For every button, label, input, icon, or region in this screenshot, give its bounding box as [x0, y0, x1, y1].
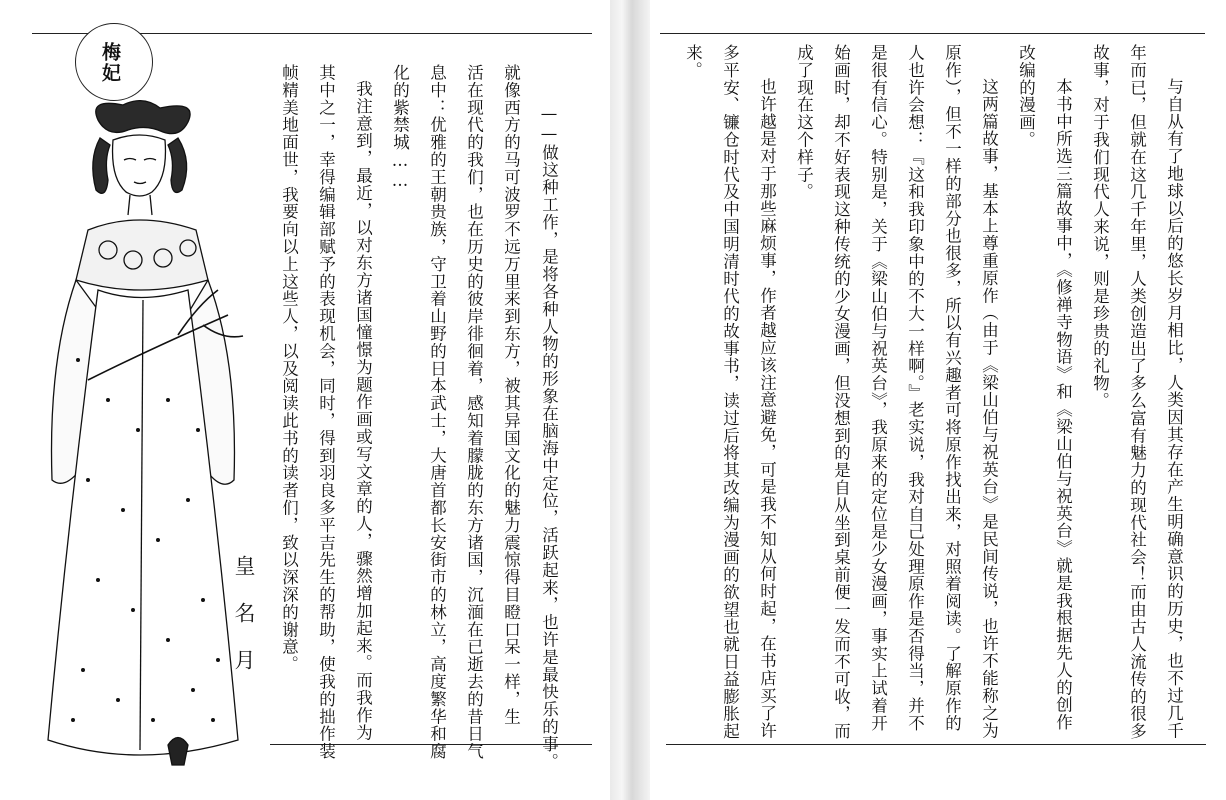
right-column-5: 改编的漫画。 [1016, 44, 1036, 149]
left-page [0, 0, 610, 800]
left-column-3: 活在现代的我们，也在历史的彼岸徘徊着，感知着朦胧的东方诸国，沉湎在已逝去的昔日气 [464, 64, 484, 760]
right-page [650, 0, 1226, 800]
right-column-2: 年而已，但就在这几千年里，人类创造出了多么富有魅力的现代社会！而由古人流传的很多 [1127, 44, 1147, 740]
right-column-1: 与自从有了地球以后的悠长岁月相比，人类因其存在产生明确意识的历史，也不过几千 [1164, 78, 1184, 740]
right-column-14: 来。 [683, 44, 703, 79]
left-column-1: ——做这种工作，是将各种人物的形象在脑海中定位，活跃起来，也许是最快乐的事。 [539, 104, 559, 771]
right-column-12: 也许越是对于那些麻烦事，作者越应该注意避免，可是我不知从何时起，在书店买了许 [757, 78, 777, 740]
book-gutter [610, 0, 650, 800]
top-rule [660, 33, 1205, 34]
title-badge-text: 梅妃 [99, 42, 121, 84]
left-column-8: 帧精美地面世，我要向以上这些人，以及阅读此书的读者们，致以深深的谢意。 [279, 64, 299, 673]
right-column-9: 是很有信心。特别是，关于《梁山伯与祝英台》，我原来的定位是少女漫画，事实上试着开 [868, 44, 888, 732]
left-column-4: 息中：优雅的王朝贵族，守卫着山野的日本武士，大唐首都长安街市的林立，高度繁华和腐 [427, 64, 447, 760]
right-column-6: 这两篇故事，基本上尊重原作（由于《梁山伯与祝英台》是民间传说，也许不能称之为 [979, 78, 999, 740]
right-column-8: 人也许会想：『这和我印象中的不大一样啊。』老实说，我对自己处理原作是否得当，并不 [905, 44, 925, 732]
left-column-2: 就像西方的马可波罗不远万里来到东方，被其异国文化的魅力震惊得目瞪口呆一样，生 [501, 64, 521, 726]
right-column-3: 故事，对于我们现代人来说，则是珍贵的礼物。 [1090, 44, 1110, 410]
consort-illustration [28, 100, 258, 790]
right-column-4: 本书中所选三篇故事中，《修禅寺物语》和《梁山伯与祝英台》就是我根据先人的创作 [1053, 78, 1073, 731]
right-column-10: 始画时，却不好表现这种传统的少女漫画，但没想到的是自从坐到桌前便一发而不可收，而 [831, 44, 851, 740]
left-column-6: 我注意到，最近，以对东方诸国憧憬为题作画或写文章的人，骤然增加起来。而我作为 [353, 80, 373, 742]
left-column-7: 其中之一，幸得编辑部赋予的表现机会，同时，得到羽良多平吉先生的帮助，使我的拙作装 [316, 64, 336, 760]
right-column-13: 多平安、镰仓时代及中国明清时代的故事书，读过后将其改编为漫画的欲望也就日益膨胀起 [720, 44, 740, 740]
left-column-5: 化的紫禁城…… [390, 64, 410, 191]
bottom-rule [666, 744, 1206, 745]
author-name: 皇名月 [232, 555, 256, 696]
right-column-11: 成了现在这个样子。 [794, 44, 814, 201]
right-column-7: 原作），但不一样的部分也很多，所以有兴趣者可将原作找出来，对照着阅读。了解原作的 [942, 44, 962, 732]
